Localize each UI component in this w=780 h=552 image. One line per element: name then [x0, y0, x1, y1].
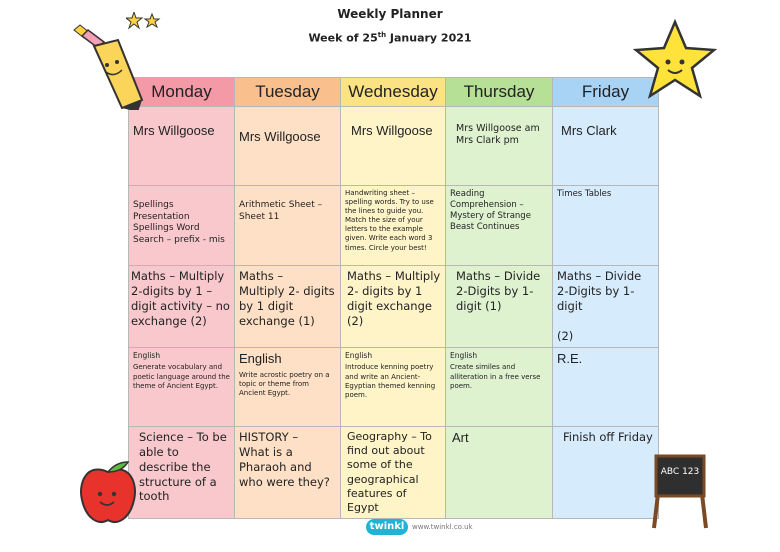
chalkboard-text: ABC 123: [660, 467, 700, 477]
lesson-cell: Maths – Divide 2-Digits by 1-digit (2): [553, 266, 659, 348]
lesson-cell: English Create similes and alliteration in a free verse poem.: [446, 347, 553, 426]
lesson-cell: R.E.: [553, 347, 659, 426]
apple-icon: [76, 458, 140, 528]
lesson-cell: Finish off Friday: [553, 426, 659, 519]
star-icon: [126, 12, 162, 32]
day-header-monday: Monday: [129, 78, 235, 107]
planner-subtitle: Week of 25th January 2021: [308, 31, 472, 45]
lesson-cell: Arithmetic Sheet – Sheet 11: [235, 186, 341, 266]
lesson-cell: Art: [446, 426, 553, 519]
chalkboard-icon: [648, 450, 712, 530]
lesson-cell: Maths – Multiply 2- digits by 1 digit exchange (2): [341, 266, 446, 348]
day-header-wednesday: Wednesday: [341, 78, 446, 107]
lesson-cell: Reading Comprehension – Mystery of Strange Beast Continues: [446, 186, 553, 266]
lesson-cell: Mrs Willgoose: [341, 107, 446, 186]
lesson-cell: Mrs Willgoose: [235, 107, 341, 186]
lesson-cell: Mrs Clark: [553, 107, 659, 186]
lesson-cell: Maths – Multiply 2-digits by 1 – digit activity – no exchange (2): [129, 266, 235, 348]
lesson-cell: Mrs Willgoose am Mrs Clark pm: [446, 107, 553, 186]
planner-title: Weekly Planner: [337, 7, 443, 21]
lesson-cell: Maths – Multiply 2- digits by 1 digit exchange (1): [235, 266, 341, 348]
twinkl-logo: twinkl: [366, 519, 408, 535]
star-icon: [632, 18, 718, 104]
lesson-cell: Handwriting sheet – spelling words. Try to use the lines to guide you. Match the size of your letters to the example given. Write each word 3 times. Circle your best!: [341, 186, 446, 266]
lesson-cell: Geography – To find out about some of the geographical features of Egypt: [341, 426, 446, 519]
lesson-cell: Science – To be able to describe the structure of a tooth: [129, 426, 235, 519]
weekly-planner-table: [128, 77, 659, 519]
day-header-friday: Friday: [553, 78, 659, 107]
day-header-tuesday: Tuesday: [235, 78, 341, 107]
day-header-thursday: Thursday: [446, 78, 553, 107]
lesson-cell: English Write acrostic poetry on a topic or theme from Ancient Egypt.: [235, 347, 341, 426]
lesson-cell: English Generate vocabulary and poetic language around the theme of Ancient Egypt.: [129, 347, 235, 426]
lesson-cell: Times Tables: [553, 186, 659, 266]
footer-url[interactable]: www.twinkl.co.uk: [412, 523, 473, 531]
lesson-cell: Spellings Presentation Spellings Word Search – prefix - mis: [129, 186, 235, 266]
lesson-cell: HISTORY – What is a Pharaoh and who were they?: [235, 426, 341, 519]
lesson-cell: Mrs Willgoose: [129, 107, 235, 186]
lesson-cell: Maths – Divide 2-Digits by 1-digit (1): [446, 266, 553, 348]
lesson-cell: English Introduce kenning poetry and write an Ancient-Egyptian themed kenning poem.: [341, 347, 446, 426]
